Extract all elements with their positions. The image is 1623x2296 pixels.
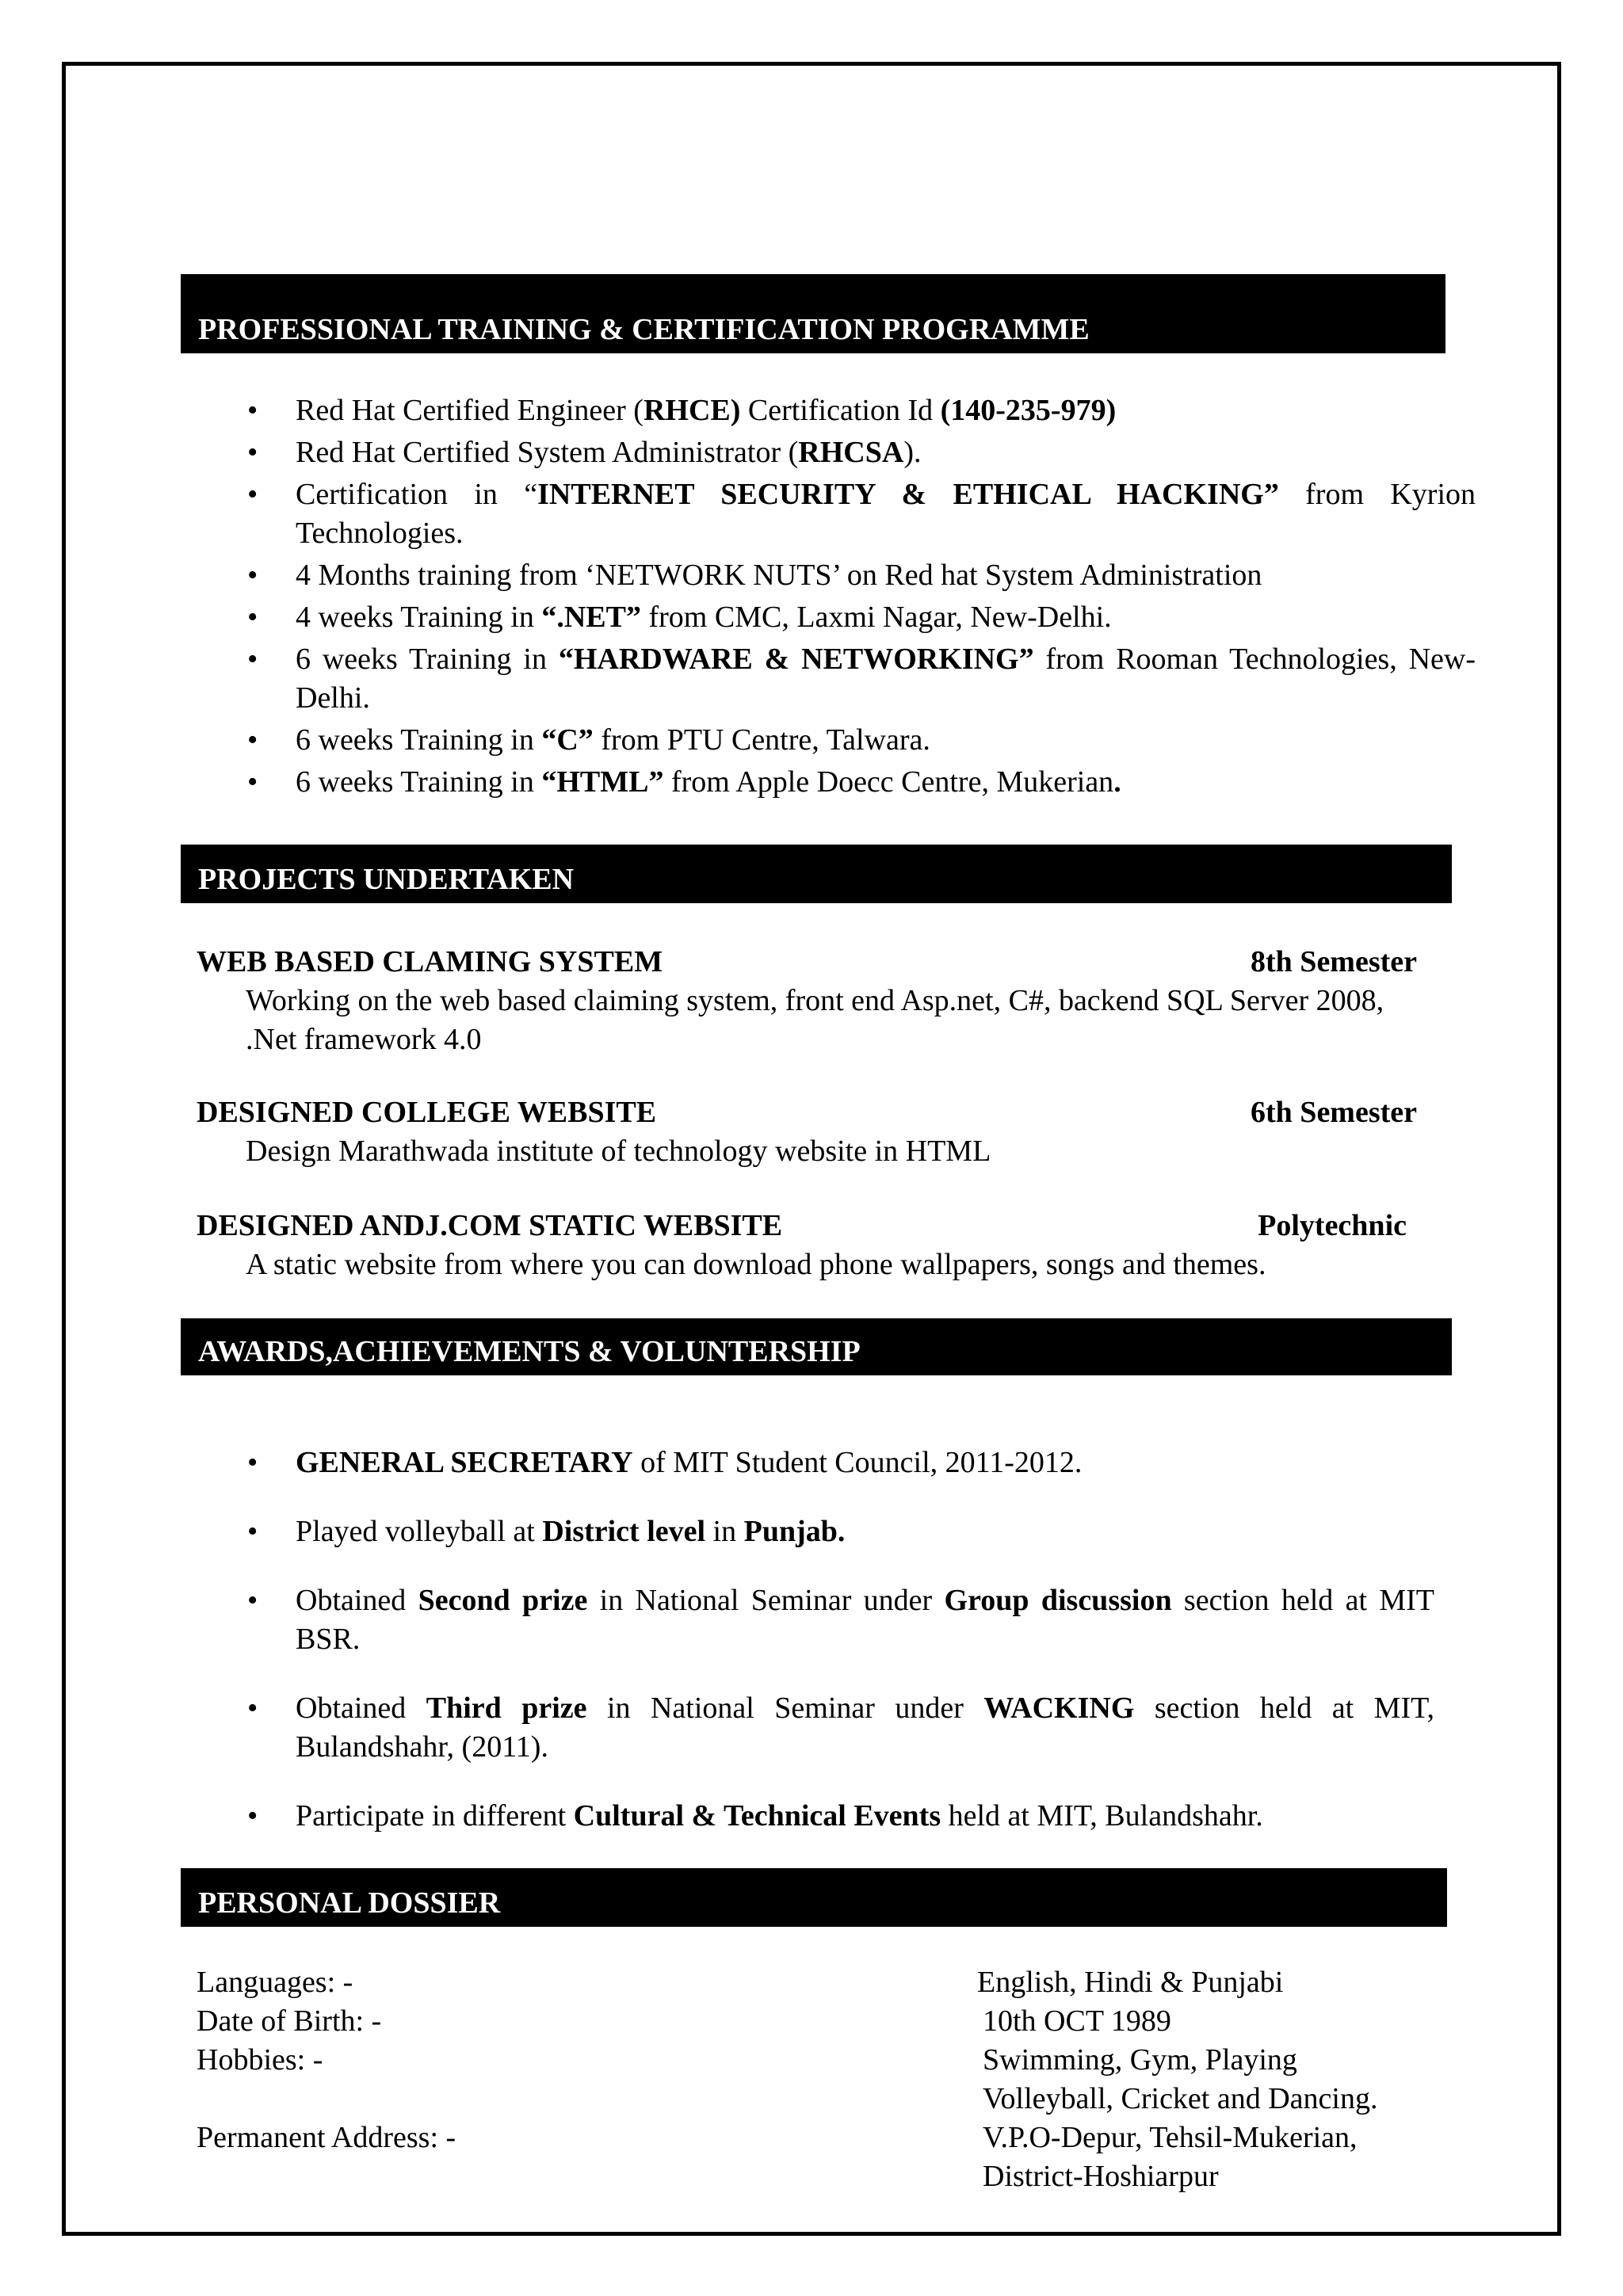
bullet-icon: • [247,394,258,427]
text: 6 weeks Training in [296,765,542,799]
section-header-awards [181,1318,1452,1375]
project-description: A static website from where you can download phone wallpapers, songs and themes. [246,1248,1266,1281]
bullet-icon: • [247,1515,258,1548]
bullet-icon: • [247,478,258,511]
bullet-icon: • [247,643,258,676]
bold-text: “.NET” [541,601,641,634]
bold-text: Cultural & Technical Events [573,1799,941,1833]
bullet-icon: • [247,559,258,592]
bold-text: GENERAL SECRETARY [296,1446,633,1479]
section-header-projects [181,845,1452,903]
bullet-icon: • [247,1584,258,1617]
dossier-row-languages [197,1963,1480,2002]
section-header-training [181,274,1445,353]
text: held at MIT, Bulandshahr. [941,1799,1263,1833]
bold-text: “HARDWARE & NETWORKING” [558,643,1034,676]
training-item [181,640,1476,718]
project-name: WEB BASED CLAMING SYSTEM [197,945,663,978]
text: Certification Id [740,394,941,427]
bold-text: RHCE) [643,394,741,427]
project-item [197,1207,1433,1284]
bullet-icon: • [247,1799,258,1833]
bold-text: “HTML” [541,765,664,799]
award-item [181,1444,1434,1482]
spacer [197,2157,977,2196]
text: in National Seminar under [586,1691,984,1725]
text: 4 Months training from ‘NETWORK NUTS’ on Red hat System Administration [296,559,1262,592]
training-item [181,556,1476,595]
bold-text: District level [542,1515,706,1548]
bold-text: INTERNET SECURITY & ETHICAL HACKING” [537,478,1279,511]
bullet-icon: • [247,436,258,469]
bullet-icon: • [247,723,258,757]
dossier-row-hobbies [197,2041,1480,2080]
award-item [181,1797,1434,1836]
text: 6 weeks Training in [296,723,542,757]
training-item [181,763,1476,802]
text: in [705,1515,744,1548]
text: section held at MIT, Bulandshahr, (2011). [296,1691,1435,1764]
text: Obtained [296,1584,418,1617]
personal-dossier [197,1963,1480,2196]
bullet-icon: • [247,765,258,799]
section-title-dossier: PERSONAL DOSSIER [198,1886,501,1920]
text: from PTU Centre, Talwara. [593,723,930,757]
bold-text: WACKING [983,1691,1135,1725]
section-header-dossier [181,1868,1447,1927]
bullet-icon: • [247,601,258,634]
address-value-cont: District-Hoshiarpur [983,2160,1219,2193]
training-item [181,598,1476,637]
bold-text: RHCSA [798,436,904,469]
training-item [181,391,1476,430]
address-label: Permanent Address: - [197,2121,456,2154]
award-item [181,1689,1434,1767]
text: ). [903,436,922,469]
dossier-row-hobbies-cont [197,2080,1480,2119]
bold-text: Group discussion [944,1584,1172,1617]
training-item [181,475,1476,553]
address-value: V.P.O-Depur, Tehsil-Mukerian, [983,2121,1358,2154]
text: from Apple Doecc Centre, Mukerian [663,765,1114,799]
section-title-awards: AWARDS,ACHIEVEMENTS & VOLUNTERSHIP [198,1335,861,1368]
bold-text: . [1113,765,1121,799]
text: from Rooman Technologies, New-Delhi. [296,643,1476,715]
project-name: DESIGNED ANDJ.COM STATIC WEBSITE [197,1209,783,1242]
text: Red Hat Certified System Administrator ( [296,436,799,469]
project-name: DESIGNED COLLEGE WEBSITE [197,1096,657,1129]
project-item [197,943,1433,1059]
hobbies-value: Swimming, Gym, Playing [983,2043,1297,2077]
text: in National Seminar under [587,1584,945,1617]
bold-text: Second prize [418,1584,588,1617]
project-term: Polytechnic [1258,1209,1407,1242]
project-term: 8th Semester [1251,945,1417,978]
project-item [197,1093,1433,1171]
dossier-row-address [197,2119,1480,2157]
section-title-projects: PROJECTS UNDERTAKEN [198,863,575,896]
bold-text: (140-235-979) [940,394,1117,427]
text: of MIT Student Council, 2011-2012. [632,1446,1083,1479]
languages-value: English, Hindi & Punjabi [977,1966,1284,1999]
training-item [181,433,1476,472]
section-title-training: PROFESSIONAL TRAINING & CERTIFICATION PROGRAMME [198,313,1090,346]
awards-list [181,1444,1434,1836]
text: 6 weeks Training in [296,643,559,676]
bullet-icon: • [247,1446,258,1479]
text: Red Hat Certified Engineer ( [296,394,643,427]
languages-label: Languages: - [197,1966,353,1999]
text: Obtained [296,1691,426,1725]
text: Certification in “ [296,478,538,511]
bullet-icon: • [247,1691,258,1725]
project-term: 6th Semester [1251,1096,1417,1129]
project-description: Design Marathwada institute of technology website in HTML [246,1135,991,1168]
bold-text: Third prize [426,1691,587,1725]
award-item [181,1512,1434,1551]
text: from CMC, Laxmi Nagar, New-Delhi. [641,601,1112,634]
project-description: Working on the web based claiming system, front end Asp.net, C#, backend SQL Server 2008, .Net framework 4.0 [246,984,1384,1056]
text: 4 weeks Training in [296,601,542,634]
dossier-row-address-cont [197,2157,1480,2196]
dob-value: 10th OCT 1989 [983,2004,1171,2038]
training-list [181,391,1476,802]
bold-text: Punjab. [743,1515,846,1548]
bold-text: “C” [541,723,594,757]
hobbies-label: Hobbies: - [197,2043,323,2077]
text: Participate in different [296,1799,574,1833]
training-item [181,721,1476,760]
spacer [197,2080,977,2119]
dossier-row-dob [197,2002,1480,2041]
text: section held at MIT BSR. [296,1584,1434,1656]
dob-label: Date of Birth: - [197,2004,382,2038]
text: Played volleyball at [296,1515,543,1548]
text: from Kyrion Technologies. [296,478,1476,550]
award-item [181,1581,1434,1659]
hobbies-value-cont: Volleyball, Cricket and Dancing. [983,2082,1378,2115]
